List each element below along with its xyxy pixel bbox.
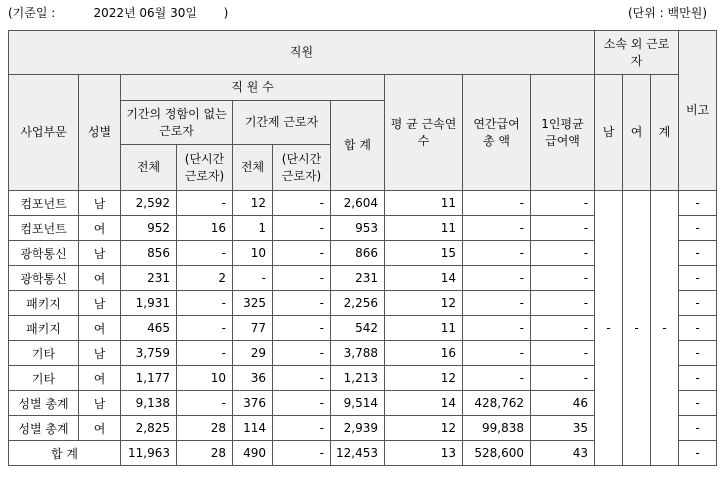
perm-total-cell: 1,931 bbox=[121, 291, 177, 316]
sex-cell: 남 bbox=[79, 341, 121, 366]
temp-total-cell: 10 bbox=[233, 241, 273, 266]
temp-part-cell: - bbox=[273, 341, 331, 366]
sum-cell: 2,256 bbox=[331, 291, 385, 316]
perm-total-cell: 856 bbox=[121, 241, 177, 266]
avg-pay-cell: - bbox=[531, 291, 595, 316]
avg-years-cell: 12 bbox=[385, 291, 463, 316]
avg-pay-cell: - bbox=[531, 341, 595, 366]
division-cell: 컴포넌트 bbox=[9, 191, 79, 216]
header-division: 사업부문 bbox=[9, 75, 79, 191]
avg-pay-cell: - bbox=[531, 216, 595, 241]
total-perm-part-cell: 28 bbox=[177, 441, 233, 466]
header-perm-all: 전체 bbox=[121, 145, 177, 191]
division-cell: 성별 총계 bbox=[9, 391, 79, 416]
annual-pay-cell: 99,838 bbox=[463, 416, 531, 441]
note-cell: - bbox=[679, 366, 717, 391]
header-avg-years: 평 균 근속연수 bbox=[385, 75, 463, 191]
division-cell: 패키지 bbox=[9, 316, 79, 341]
note-cell: - bbox=[679, 316, 717, 341]
total-annual-pay-cell: 528,600 bbox=[463, 441, 531, 466]
outsider-male-cell: - bbox=[595, 191, 623, 466]
sum-cell: 542 bbox=[331, 316, 385, 341]
temp-total-cell: 325 bbox=[233, 291, 273, 316]
total-avg-years-cell: 13 bbox=[385, 441, 463, 466]
note-cell: - bbox=[679, 216, 717, 241]
table-row bbox=[9, 191, 717, 216]
temp-part-cell: - bbox=[273, 291, 331, 316]
note-cell: - bbox=[679, 191, 717, 216]
temp-part-cell: - bbox=[273, 416, 331, 441]
perm-total-cell: 9,138 bbox=[121, 391, 177, 416]
sum-cell: 953 bbox=[331, 216, 385, 241]
header-outsider-female: 여 bbox=[623, 75, 651, 191]
header-sum: 합 계 bbox=[331, 101, 385, 191]
temp-total-cell: 29 bbox=[233, 341, 273, 366]
sex-cell: 여 bbox=[79, 266, 121, 291]
sum-cell: 231 bbox=[331, 266, 385, 291]
base-date: (기준일 : 2022년 06월 30일 ) bbox=[8, 6, 229, 20]
temp-part-cell: - bbox=[273, 366, 331, 391]
total-label: 합 계 bbox=[9, 441, 121, 466]
perm-part-cell: 2 bbox=[177, 266, 233, 291]
temp-total-cell: 1 bbox=[233, 216, 273, 241]
annual-pay-cell: - bbox=[463, 366, 531, 391]
note-cell: - bbox=[679, 391, 717, 416]
total-perm-total-cell: 11,963 bbox=[121, 441, 177, 466]
division-cell: 기타 bbox=[9, 366, 79, 391]
avg-pay-cell: - bbox=[531, 366, 595, 391]
sex-cell: 여 bbox=[79, 366, 121, 391]
header-perm-part: (단시간 근로자) bbox=[177, 145, 233, 191]
note-cell: - bbox=[679, 341, 717, 366]
annual-pay-cell: 428,762 bbox=[463, 391, 531, 416]
header-annual-pay: 연간급여 총 액 bbox=[463, 75, 531, 191]
temp-total-cell: 114 bbox=[233, 416, 273, 441]
total-temp-part-cell: - bbox=[273, 441, 331, 466]
avg-years-cell: 11 bbox=[385, 216, 463, 241]
sum-cell: 3,788 bbox=[331, 341, 385, 366]
annual-pay-cell: - bbox=[463, 216, 531, 241]
perm-part-cell: - bbox=[177, 291, 233, 316]
division-cell: 성별 총계 bbox=[9, 416, 79, 441]
header-outsider-male: 남 bbox=[595, 75, 623, 191]
header-permanent: 기간의 정함이 없는 근로자 bbox=[121, 101, 233, 145]
avg-years-cell: 12 bbox=[385, 366, 463, 391]
avg-pay-cell: - bbox=[531, 316, 595, 341]
perm-total-cell: 1,177 bbox=[121, 366, 177, 391]
header-jikwon: 직원 bbox=[9, 31, 595, 75]
sum-cell: 866 bbox=[331, 241, 385, 266]
division-cell: 광학통신 bbox=[9, 266, 79, 291]
header-avg-pay: 1인평균 급여액 bbox=[531, 75, 595, 191]
sum-cell: 2,604 bbox=[331, 191, 385, 216]
header-sex: 성별 bbox=[79, 75, 121, 191]
avg-years-cell: 14 bbox=[385, 266, 463, 291]
sex-cell: 남 bbox=[79, 391, 121, 416]
sex-cell: 남 bbox=[79, 241, 121, 266]
outsider-total-cell: - bbox=[651, 191, 679, 466]
temp-total-cell: - bbox=[233, 266, 273, 291]
temp-part-cell: - bbox=[273, 266, 331, 291]
header-temp-part: (단시간 근로자) bbox=[273, 145, 331, 191]
annual-pay-cell: - bbox=[463, 266, 531, 291]
avg-years-cell: 11 bbox=[385, 191, 463, 216]
unit-label: (단위 : 백만원) bbox=[628, 6, 707, 20]
perm-total-cell: 2,825 bbox=[121, 416, 177, 441]
note-cell: - bbox=[679, 266, 717, 291]
division-cell: 패키지 bbox=[9, 291, 79, 316]
table-caption bbox=[0, 4, 721, 22]
total-avg-pay-cell: 43 bbox=[531, 441, 595, 466]
avg-years-cell: 14 bbox=[385, 391, 463, 416]
sex-cell: 여 bbox=[79, 316, 121, 341]
header-outsider-total: 계 bbox=[651, 75, 679, 191]
avg-pay-cell: - bbox=[531, 191, 595, 216]
sum-cell: 1,213 bbox=[331, 366, 385, 391]
sex-cell: 남 bbox=[79, 291, 121, 316]
temp-part-cell: - bbox=[273, 316, 331, 341]
perm-total-cell: 465 bbox=[121, 316, 177, 341]
perm-part-cell: - bbox=[177, 241, 233, 266]
temp-part-cell: - bbox=[273, 191, 331, 216]
outsider-female-cell: - bbox=[623, 191, 651, 466]
avg-pay-cell: 46 bbox=[531, 391, 595, 416]
header-headcount: 직 원 수 bbox=[121, 75, 385, 101]
temp-total-cell: 77 bbox=[233, 316, 273, 341]
division-cell: 컴포넌트 bbox=[9, 216, 79, 241]
perm-part-cell: - bbox=[177, 191, 233, 216]
perm-total-cell: 231 bbox=[121, 266, 177, 291]
perm-part-cell: 10 bbox=[177, 366, 233, 391]
temp-part-cell: - bbox=[273, 391, 331, 416]
perm-part-cell: 16 bbox=[177, 216, 233, 241]
avg-years-cell: 15 bbox=[385, 241, 463, 266]
header-note: 비고 bbox=[679, 31, 717, 191]
perm-part-cell: - bbox=[177, 391, 233, 416]
avg-pay-cell: - bbox=[531, 266, 595, 291]
note-cell: - bbox=[679, 416, 717, 441]
sum-cell: 9,514 bbox=[331, 391, 385, 416]
avg-years-cell: 11 bbox=[385, 316, 463, 341]
temp-total-cell: 376 bbox=[233, 391, 273, 416]
annual-pay-cell: - bbox=[463, 341, 531, 366]
avg-pay-cell: - bbox=[531, 241, 595, 266]
annual-pay-cell: - bbox=[463, 291, 531, 316]
perm-part-cell: - bbox=[177, 341, 233, 366]
sex-cell: 남 bbox=[79, 191, 121, 216]
total-temp-total-cell: 490 bbox=[233, 441, 273, 466]
perm-part-cell: 28 bbox=[177, 416, 233, 441]
avg-pay-cell: 35 bbox=[531, 416, 595, 441]
sex-cell: 여 bbox=[79, 416, 121, 441]
temp-part-cell: - bbox=[273, 216, 331, 241]
perm-total-cell: 2,592 bbox=[121, 191, 177, 216]
annual-pay-cell: - bbox=[463, 316, 531, 341]
total-sum-cell: 12,453 bbox=[331, 441, 385, 466]
note-cell: - bbox=[679, 291, 717, 316]
employee-table bbox=[8, 30, 717, 466]
perm-part-cell: - bbox=[177, 316, 233, 341]
sum-cell: 2,939 bbox=[331, 416, 385, 441]
header-outsiders: 소속 외 근로자 bbox=[595, 31, 679, 75]
perm-total-cell: 3,759 bbox=[121, 341, 177, 366]
division-cell: 기타 bbox=[9, 341, 79, 366]
annual-pay-cell: - bbox=[463, 241, 531, 266]
note-cell: - bbox=[679, 241, 717, 266]
total-note-cell: - bbox=[679, 441, 717, 466]
avg-years-cell: 16 bbox=[385, 341, 463, 366]
avg-years-cell: 12 bbox=[385, 416, 463, 441]
division-cell: 광학통신 bbox=[9, 241, 79, 266]
perm-total-cell: 952 bbox=[121, 216, 177, 241]
temp-total-cell: 36 bbox=[233, 366, 273, 391]
header-temporary: 기간제 근로자 bbox=[233, 101, 331, 145]
annual-pay-cell: - bbox=[463, 191, 531, 216]
sex-cell: 여 bbox=[79, 216, 121, 241]
temp-part-cell: - bbox=[273, 241, 331, 266]
header-temp-all: 전체 bbox=[233, 145, 273, 191]
temp-total-cell: 12 bbox=[233, 191, 273, 216]
